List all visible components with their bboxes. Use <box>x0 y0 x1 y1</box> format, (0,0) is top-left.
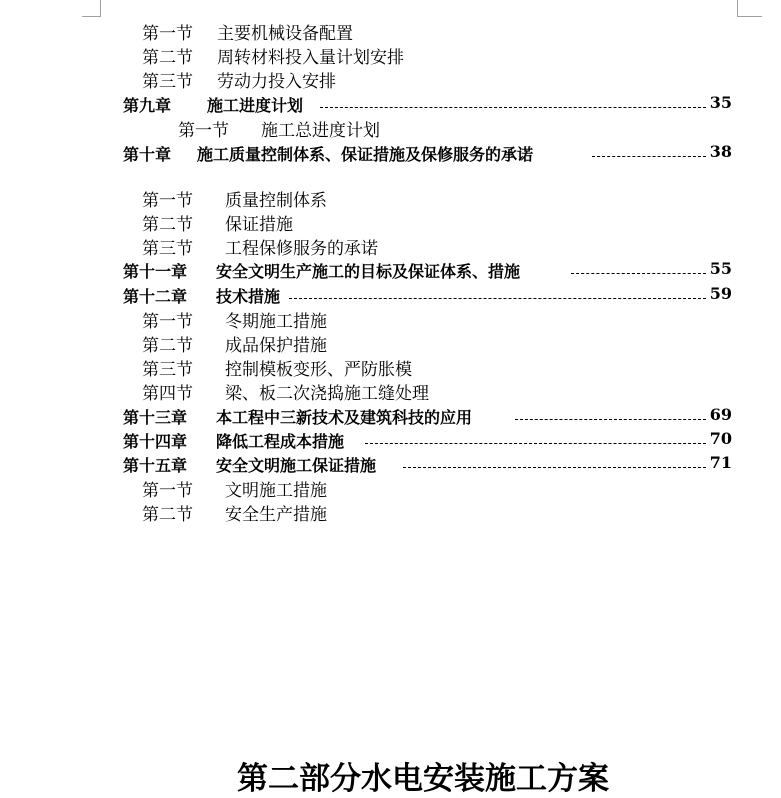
section-number: 第一节 <box>142 191 193 211</box>
chapter-title: 技术措施 <box>216 287 281 306</box>
dot-leader <box>365 443 706 444</box>
page-number: 35 <box>709 93 732 112</box>
section-number: 第二节 <box>142 505 193 525</box>
section-title: 梁、板二次浇捣施工缝处理 <box>225 384 429 404</box>
crop-mark-right-vertical <box>737 0 738 16</box>
section-title: 周转材料投入量计划安排 <box>217 48 404 68</box>
toc-section-line[interactable] <box>0 65 781 92</box>
section-number: 第二节 <box>142 48 193 68</box>
toc-section-line[interactable] <box>0 208 781 235</box>
section-number: 第三节 <box>142 72 193 92</box>
section-title: 劳动力投入安排 <box>217 72 336 92</box>
toc-section-line[interactable] <box>0 474 781 501</box>
chapter-title: 本工程中三新技术及建筑科技的应用 <box>216 408 473 427</box>
chapter-label: 第十四章 <box>123 432 188 451</box>
section-number: 第二节 <box>142 215 193 235</box>
toc-chapter-line[interactable] <box>0 426 781 450</box>
section-title: 冬期施工措施 <box>225 312 327 332</box>
section-number: 第二节 <box>142 336 193 356</box>
page-number: 59 <box>709 284 732 303</box>
toc-section-line[interactable] <box>0 17 781 44</box>
toc-section-line[interactable] <box>0 498 781 525</box>
dot-leader <box>592 156 706 157</box>
chapter-label: 第九章 <box>123 96 172 115</box>
section-number: 第一节 <box>142 24 193 44</box>
chapter-title: 安全文明生产施工的目标及保证体系、措施 <box>216 262 521 281</box>
crop-mark-left-vertical <box>100 0 101 16</box>
toc-chapter-line[interactable] <box>0 402 781 426</box>
toc-section-line[interactable] <box>0 114 781 141</box>
section-title: 成品保护措施 <box>225 336 327 356</box>
page-number: 71 <box>709 453 732 472</box>
section-number: 第一节 <box>142 481 193 501</box>
chapter-label: 第十一章 <box>123 262 188 281</box>
section-number: 第一节 <box>142 312 193 332</box>
toc-section-line[interactable] <box>0 329 781 356</box>
part-heading: 第二部分水电安装施工方案 <box>237 761 609 797</box>
toc-section-line[interactable] <box>0 184 781 211</box>
dot-leader <box>320 107 706 108</box>
section-title: 施工总进度计划 <box>261 121 380 141</box>
chapter-title: 施工进度计划 <box>207 96 304 115</box>
section-number: 第三节 <box>142 239 193 259</box>
section-number: 第四节 <box>142 384 193 404</box>
section-number: 第一节 <box>178 121 229 141</box>
chapter-title: 施工质量控制体系、保证措施及保修服务的承诺 <box>197 145 534 164</box>
toc-section-line[interactable] <box>0 353 781 380</box>
toc-section-line[interactable] <box>0 305 781 332</box>
page-number: 69 <box>709 405 732 424</box>
chapter-label: 第十章 <box>123 145 172 164</box>
toc-chapter-line[interactable] <box>0 450 781 474</box>
section-title: 保证措施 <box>225 215 293 235</box>
toc-chapter-line[interactable] <box>0 90 781 114</box>
chapter-title: 安全文明施工保证措施 <box>216 456 377 475</box>
dot-leader <box>571 273 706 274</box>
dot-leader <box>289 298 706 299</box>
chapter-label: 第十五章 <box>123 456 188 475</box>
page-number: 55 <box>709 259 732 278</box>
chapter-label: 第十三章 <box>123 408 188 427</box>
section-title: 主要机械设备配置 <box>217 24 353 44</box>
section-title: 安全生产措施 <box>225 505 327 525</box>
toc-chapter-line[interactable] <box>0 256 781 280</box>
chapter-title: 降低工程成本措施 <box>216 432 345 451</box>
toc-section-line[interactable] <box>0 41 781 68</box>
toc-section-line[interactable] <box>0 232 781 259</box>
page-number: 70 <box>709 429 732 448</box>
dot-leader <box>515 419 706 420</box>
section-title: 质量控制体系 <box>225 191 327 211</box>
section-title: 控制模板变形、严防胀模 <box>225 360 412 380</box>
toc-section-line[interactable] <box>0 377 781 404</box>
chapter-label: 第十二章 <box>123 287 188 306</box>
dot-leader <box>403 467 706 468</box>
page-number: 38 <box>709 142 732 161</box>
toc-chapter-line[interactable] <box>0 281 781 305</box>
section-number: 第三节 <box>142 360 193 380</box>
toc-chapter-line[interactable] <box>0 139 781 163</box>
section-title: 工程保修服务的承诺 <box>225 239 378 259</box>
section-title: 文明施工措施 <box>225 481 327 501</box>
